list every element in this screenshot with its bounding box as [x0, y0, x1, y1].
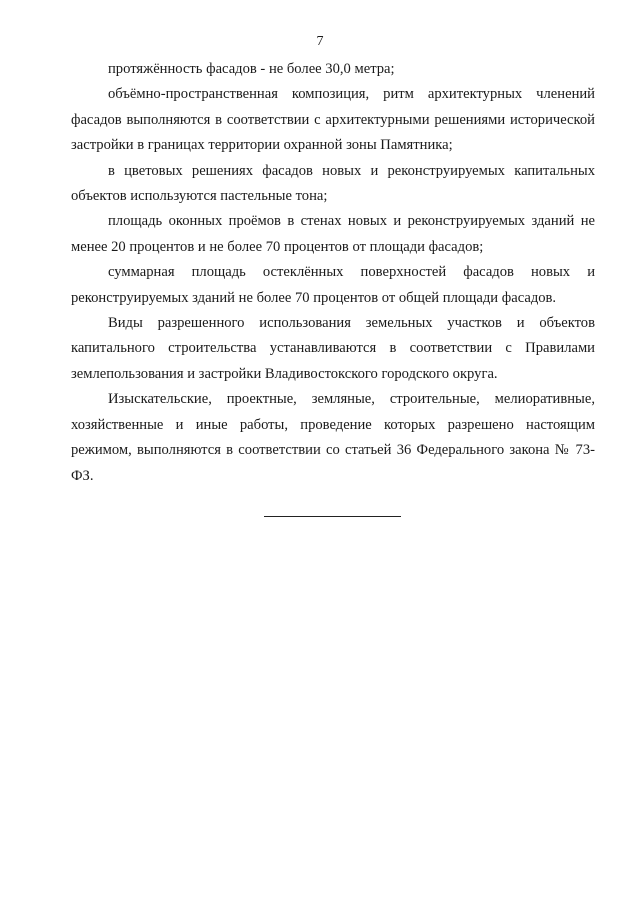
paragraph-permitted-use: Виды разрешенного использования земельных участков и объектов капитального строительства устанавливаются в соответствии с Правилами землепользования и застройки Владивостокского городского округа.: [71, 315, 595, 382]
paragraph-glazing-area: суммарная площадь остеклённых поверхностей фасадов новых и реконструируемых зданий не более 70 процентов от общей площади фасадов.: [71, 264, 595, 306]
paragraph-window-area: площадь оконных проёмов в стенах новых и реконструируемых зданий не менее 20 процентов и не более 70 процентов от площади фасадов;: [71, 213, 595, 255]
page-number: 7: [316, 34, 324, 49]
end-of-document-rule: [264, 516, 401, 517]
paragraph-color-solutions: в цветовых решениях фасадов новых и реконструируемых капитальных объектов используются пастельные тона;: [71, 162, 595, 205]
paragraph-composition: объёмно-пространственная композиция, ритм архитектурных членений фасадов выполняются в соответствии с архитектурными решениями исторической застройки в границах территории охранной зоны Памятника;: [71, 86, 595, 154]
paragraph-works-regime: Изыскательские, проектные, земляные, строительные, мелиоративные, хозяйственные и иные работы, проведение которых разрешено настоящим режимом, выполняются в соответствии со статьей 36 Федерального закона № 73-ФЗ.: [71, 391, 595, 484]
document-body: [71, 57, 595, 489]
paragraph-facade-length: протяжённость фасадов - не более 30,0 метра;: [108, 61, 395, 77]
